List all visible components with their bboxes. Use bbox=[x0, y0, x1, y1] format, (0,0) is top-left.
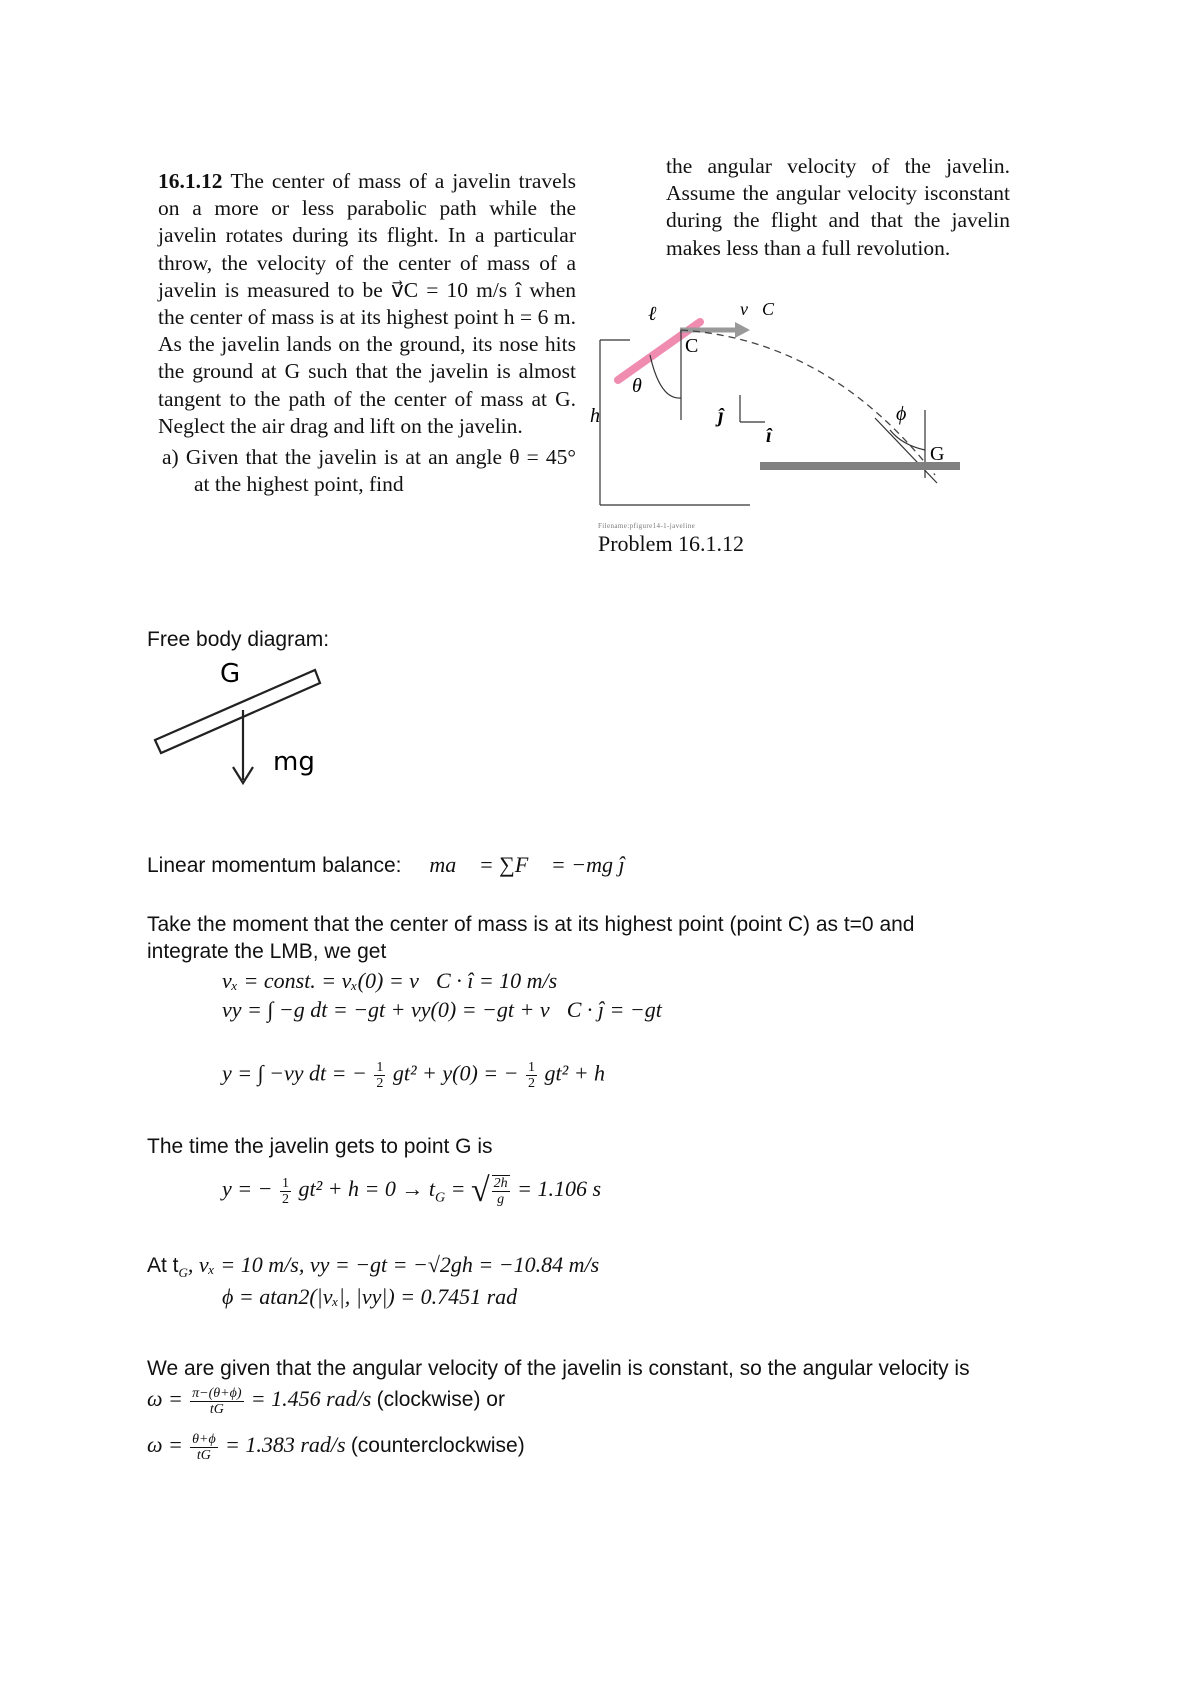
label-g: G bbox=[930, 443, 945, 465]
label-theta: θ bbox=[632, 375, 642, 397]
part-a-text: Given that the javelin is at an angle θ = 45° at the highest point, find bbox=[185, 445, 576, 497]
label-vc: v⃗C bbox=[740, 300, 774, 319]
free-body-diagram bbox=[145, 655, 345, 815]
tg-equation: y = − $\frac{1}{2}$ $gt^2 + h = 0 \to t_G$ = √ $\frac{2h}{g}$ = 1.106 s bbox=[222, 1172, 602, 1209]
fbd-label-g: G bbox=[220, 659, 241, 689]
label-h: h bbox=[590, 405, 600, 427]
problem-part-a bbox=[158, 444, 576, 498]
lmb-line bbox=[147, 851, 625, 879]
part-a-label: a) bbox=[162, 445, 179, 470]
take-moment-line1: Take the moment that the center of mass is at its highest point (point C) as t=0 and bbox=[147, 913, 915, 936]
problem-number: 16.1.12 bbox=[158, 169, 223, 193]
problem-continuation: the angular velocity of the javelin. Assume the angular velocity isconstant during the flight and that the javelin makes less than a full revolution. bbox=[666, 154, 1010, 260]
given-line: We are given that the angular velocity of the javelin is constant, so the angular velocity is bbox=[147, 1357, 970, 1380]
problem-intro bbox=[158, 168, 576, 440]
lmb-label: Linear momentum balance: bbox=[147, 854, 402, 877]
theta-arc bbox=[650, 355, 681, 398]
figure-caption: Problem 16.1.12 bbox=[598, 531, 745, 556]
problem-text-vc: v⃗C = 10 m/s î when the center of mass is at its highest point h = 6 m. As the javelin lands on the ground, its nose hits the ground at G such that the javelin is almost tangent to the path of the center of mass at G. Neglect the air drag and lift on the javelin. bbox=[158, 277, 577, 438]
phi-equation: ϕ = atan2(|vₓ|, |vy|) = 0.7451 rad bbox=[222, 1284, 518, 1309]
javelin-figure bbox=[590, 300, 1010, 525]
fbd-label-mg: mg bbox=[273, 747, 315, 777]
label-c: C bbox=[685, 335, 699, 357]
vx-equation: vₓ = const. = vₓ(0) = v⃗C · î = 10 m/s bbox=[222, 968, 558, 993]
time-label: The time the javelin gets to point G is bbox=[147, 1135, 493, 1158]
problem-text: The center of mass of a javelin travels on a more or less parabolic path while the javelin rotates during its flight. In a particular throw, the velocity of the center of mass of a javelin is measured to be bbox=[158, 169, 576, 302]
at-tg-line: At $t_G$, vₓ = 10 m/s, vy = −gt = −√2gh = −10.84 m/s bbox=[147, 1252, 600, 1281]
figure-filename: Filename:pfigure14-1-javeline bbox=[598, 522, 696, 530]
tangent-line bbox=[875, 418, 937, 483]
fbd-title: Free body diagram: bbox=[147, 628, 330, 651]
vy-equation: vy = ∫ −g dt = −gt + vy(0) = −gt + v⃗C · ĵ = −gt bbox=[222, 997, 662, 1022]
y-equation: y = ∫ −vy dt = − $\frac{1}{2}$ gt² + y(0) = − $\frac{1}{2}$ gt² + h bbox=[222, 1060, 606, 1091]
lmb-equation: ma⃗ = ∑F⃗ = −mg ĵ bbox=[429, 852, 625, 877]
problem-statement bbox=[158, 168, 576, 498]
label-j: ĵ bbox=[718, 405, 724, 427]
take-moment-line2: integrate the LMB, we get bbox=[147, 940, 387, 963]
label-i: î bbox=[766, 425, 772, 447]
label-phi: ϕ bbox=[896, 403, 907, 425]
omega-counterclockwise: ω = $\frac{\theta+\phi}{tG}$ = 1.383 rad/s (counterclockwise) bbox=[147, 1431, 525, 1463]
omega-clockwise: ω = $\frac{\pi-(\theta+\phi)}{tG}$ = 1.456 rad/s (clockwise) or bbox=[147, 1385, 505, 1417]
label-ell: ℓ bbox=[648, 303, 657, 325]
